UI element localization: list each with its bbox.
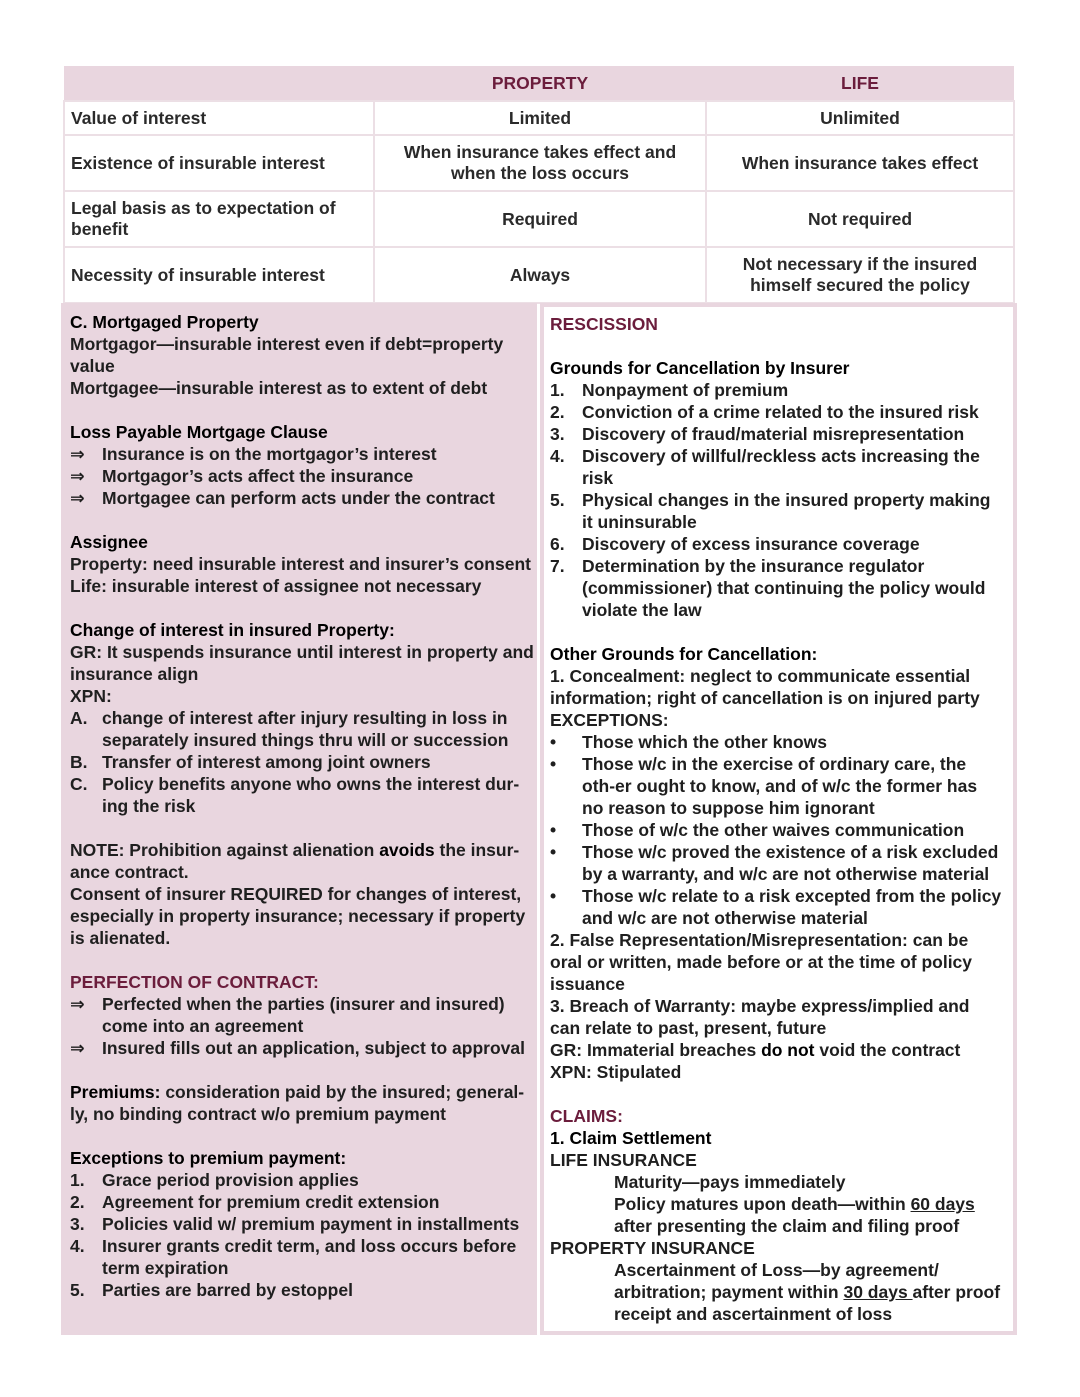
gr-text-part: GR: Immaterial breaches bbox=[550, 1040, 762, 1060]
list-marker: 1. bbox=[550, 380, 565, 400]
list-marker: A. bbox=[70, 708, 88, 728]
bullet-icon: • bbox=[550, 842, 557, 862]
list-item bbox=[70, 993, 537, 1037]
property-cell: When insurance takes effect and when the loss occurs bbox=[374, 135, 706, 191]
list-marker: 2. bbox=[70, 1192, 85, 1212]
gr-emphasis: do not bbox=[761, 1040, 815, 1060]
list-item-text: Determination by the insurance regulator (commissioner) that continuing the policy would violate the law bbox=[582, 556, 986, 620]
comparison-table bbox=[63, 66, 1015, 304]
premiums-paragraph bbox=[70, 1081, 537, 1125]
list-item-text: Insurer grants credit term, and loss occurs before term expiration bbox=[102, 1236, 517, 1278]
list-item-text: Physical changes in the insured property making it uninsurable bbox=[582, 490, 991, 532]
list-item bbox=[70, 1191, 537, 1213]
list-item bbox=[550, 379, 1003, 401]
gr-text-part: void the contract bbox=[814, 1040, 961, 1060]
list-marker: C. bbox=[70, 774, 88, 794]
list-marker: B. bbox=[70, 752, 88, 772]
other-grounds-heading: Other Grounds for Cancellation: bbox=[550, 644, 818, 664]
header-cell-property: PROPERTY bbox=[374, 66, 706, 101]
row-label: Necessity of insurable interest bbox=[64, 247, 374, 303]
arrow-icon: ⇒ bbox=[70, 444, 85, 464]
list-item-text: Mortgagee can perform acts under the contract bbox=[102, 488, 495, 508]
table-header-row bbox=[64, 66, 1014, 101]
list-item bbox=[70, 707, 537, 751]
list-item-text: Conviction of a crime related to the insured risk bbox=[582, 402, 979, 422]
list-marker: 5. bbox=[550, 490, 565, 510]
row-label: Existence of insurable interest bbox=[64, 135, 374, 191]
list-marker: 4. bbox=[550, 446, 565, 466]
alienation-note bbox=[70, 839, 537, 883]
list-item bbox=[550, 819, 1003, 841]
premiums-text: consideration paid by the insured; general-ly, no binding contract w/o premium payment bbox=[70, 1082, 525, 1124]
list-item-text: Those w/c proved the existence of a risk excluded by a warranty, and w/c are not otherwise material bbox=[582, 842, 999, 884]
breach-of-warranty-text: 3. Breach of Warranty: maybe express/implied and can relate to past, present, future bbox=[550, 996, 970, 1038]
assignee-life-text: Life: insurable interest of assignee not necessary bbox=[70, 576, 482, 596]
arrow-icon: ⇒ bbox=[70, 466, 85, 486]
list-item-text: Nonpayment of premium bbox=[582, 380, 789, 400]
list-marker: 7. bbox=[550, 556, 565, 576]
life-cell: When insurance takes effect bbox=[706, 135, 1014, 191]
list-marker: 1. bbox=[70, 1170, 85, 1190]
arrow-icon: ⇒ bbox=[70, 994, 85, 1014]
grounds-heading: Grounds for Cancellation by Insurer bbox=[550, 358, 850, 378]
property-cell: Limited bbox=[374, 101, 706, 135]
life-cell: Unlimited bbox=[706, 101, 1014, 135]
list-item-text: Discovery of excess insurance coverage bbox=[582, 534, 920, 554]
maturity-text: Maturity—pays immediately bbox=[614, 1172, 846, 1192]
list-item bbox=[70, 751, 537, 773]
list-item-text: Policy benefits anyone who owns the interest dur-ing the risk bbox=[102, 774, 520, 816]
header-cell bbox=[64, 66, 374, 101]
list-marker: 4. bbox=[70, 1236, 85, 1256]
life-cell: Not necessary if the insured himself secured the policy bbox=[706, 247, 1014, 303]
death-claim-text bbox=[550, 1193, 1003, 1237]
list-item bbox=[70, 465, 537, 487]
note-emphasis: avoids bbox=[379, 840, 435, 860]
ascertainment-days: 30 days bbox=[843, 1282, 913, 1302]
property-cell: Always bbox=[374, 247, 706, 303]
header-cell-life: LIFE bbox=[706, 66, 1014, 101]
list-marker: 2. bbox=[550, 402, 565, 422]
list-item bbox=[550, 555, 1003, 621]
table-row bbox=[64, 191, 1014, 247]
list-item-text: Those which the other knows bbox=[582, 732, 828, 752]
row-label: Value of interest bbox=[64, 101, 374, 135]
list-item bbox=[70, 1279, 537, 1301]
list-marker: 5. bbox=[70, 1280, 85, 1300]
exceptions-heading: Exceptions to premium payment: bbox=[70, 1148, 347, 1168]
assignee-heading: Assignee bbox=[70, 532, 148, 552]
claim-settlement-heading: 1. Claim Settlement bbox=[550, 1128, 712, 1148]
assignee-property-text: Property: need insurable interest and insurer’s consent bbox=[70, 554, 531, 574]
list-item bbox=[550, 489, 1003, 533]
bullet-icon: • bbox=[550, 820, 557, 840]
life-insurance-label: LIFE INSURANCE bbox=[550, 1150, 697, 1170]
list-marker: 3. bbox=[70, 1214, 85, 1234]
list-item bbox=[550, 533, 1003, 555]
list-item bbox=[550, 885, 1003, 929]
arrow-icon: ⇒ bbox=[70, 488, 85, 508]
list-item bbox=[70, 1235, 537, 1279]
mortgaged-property-heading: C. Mortgaged Property bbox=[70, 312, 259, 332]
consent-text: Consent of insurer REQUIRED for changes of interest, especially in property insurance; necessary if property is alienated. bbox=[70, 884, 526, 948]
list-item-text: Those of w/c the other waives communication bbox=[582, 820, 965, 840]
table-row bbox=[64, 135, 1014, 191]
table-row bbox=[64, 101, 1014, 135]
left-column bbox=[61, 303, 537, 1335]
property-insurance-label: PROPERTY INSURANCE bbox=[550, 1238, 755, 1258]
death-text-part: Policy matures upon death—within bbox=[614, 1194, 911, 1214]
row-label: Legal basis as to expectation of benefit bbox=[64, 191, 374, 247]
ascertainment-text bbox=[550, 1259, 1003, 1325]
list-item-text: Transfer of interest among joint owners bbox=[102, 752, 431, 772]
list-item bbox=[550, 423, 1003, 445]
list-item bbox=[70, 487, 537, 509]
list-item bbox=[550, 841, 1003, 885]
list-item-text: Policies valid w/ premium payment in installments bbox=[102, 1214, 520, 1234]
concealment-text: 1. Concealment: neglect to communicate essential information; right of cancellation is on injured party bbox=[550, 666, 980, 708]
list-item-text: Those w/c relate to a risk excepted from the policy and w/c are not otherwise material bbox=[582, 886, 1002, 928]
death-days: 60 days bbox=[910, 1194, 975, 1214]
death-text-part: after presenting the claim and filing proof bbox=[614, 1216, 960, 1236]
list-item-text: change of interest after injury resulting in loss in separately insured things thru will or succession bbox=[102, 708, 509, 750]
change-xpn-text: XPN: bbox=[70, 686, 112, 706]
xpn-text: XPN: Stipulated bbox=[550, 1062, 682, 1082]
list-item bbox=[70, 1213, 537, 1235]
list-item-text: Those w/c in the exercise of ordinary care, the oth-er ought to know, and of w/c the former has no reason to suppose him ignorant bbox=[582, 754, 978, 818]
list-item-text: Insurance is on the mortgagor’s interest bbox=[102, 444, 437, 464]
list-item-text: Parties are barred by estoppel bbox=[102, 1280, 353, 1300]
list-item bbox=[70, 1169, 537, 1191]
list-item bbox=[70, 773, 537, 817]
list-marker: 3. bbox=[550, 424, 565, 444]
ascertainment-text-part: after proof receipt and ascertainment of loss bbox=[614, 1282, 1001, 1324]
note-text: NOTE: Prohibition against alienation bbox=[70, 840, 380, 860]
list-item-text: Insured fills out an application, subject to approval bbox=[102, 1038, 525, 1058]
list-item-text: Grace period provision applies bbox=[102, 1170, 359, 1190]
bullet-icon: • bbox=[550, 886, 557, 906]
change-gr-text: GR: It suspends insurance until interest in property and insurance align bbox=[70, 642, 534, 684]
perfection-heading: PERFECTION OF CONTRACT: bbox=[70, 972, 319, 992]
mortgagee-text: Mortgagee—insurable interest as to extent of debt bbox=[70, 378, 488, 398]
list-item bbox=[550, 401, 1003, 423]
ascertainment-text-part: Ascertainment of Loss—by agreement/ arbitration; payment within bbox=[614, 1260, 939, 1302]
false-representation-text: 2. False Representation/Misrepresentation: can be oral or written, made before or at the time of policy issuance bbox=[550, 930, 973, 994]
list-marker: 6. bbox=[550, 534, 565, 554]
list-item-text: Discovery of willful/reckless acts increasing the risk bbox=[582, 446, 980, 488]
exceptions-label: EXCEPTIONS: bbox=[550, 710, 669, 730]
rescission-heading: RESCISSION bbox=[550, 314, 658, 334]
list-item-text: Mortgagor’s acts affect the insurance bbox=[102, 466, 414, 486]
list-item-text: Agreement for premium credit extension bbox=[102, 1192, 440, 1212]
loss-payable-heading: Loss Payable Mortgage Clause bbox=[70, 422, 328, 442]
claims-heading: CLAIMS: bbox=[550, 1106, 623, 1126]
gr-text bbox=[550, 1039, 1003, 1061]
list-item bbox=[70, 443, 537, 465]
table-row bbox=[64, 247, 1014, 303]
mortgagor-text: Mortgagor—insurable interest even if debt=property value bbox=[70, 334, 504, 376]
list-item bbox=[550, 753, 1003, 819]
arrow-icon: ⇒ bbox=[70, 1038, 85, 1058]
note-text: the insur-ance contract. bbox=[70, 840, 520, 882]
premiums-label: Premiums: bbox=[70, 1082, 161, 1102]
list-item-text: Discovery of fraud/material misrepresentation bbox=[582, 424, 965, 444]
right-column bbox=[540, 303, 1017, 1335]
property-cell: Required bbox=[374, 191, 706, 247]
list-item-text: Perfected when the parties (insurer and insured) come into an agreement bbox=[102, 994, 505, 1036]
list-item bbox=[550, 731, 1003, 753]
change-of-interest-heading: Change of interest in insured Property: bbox=[70, 620, 395, 640]
list-item bbox=[70, 1037, 537, 1059]
bullet-icon: • bbox=[550, 754, 557, 774]
list-item bbox=[550, 445, 1003, 489]
bullet-icon: • bbox=[550, 732, 557, 752]
life-cell: Not required bbox=[706, 191, 1014, 247]
